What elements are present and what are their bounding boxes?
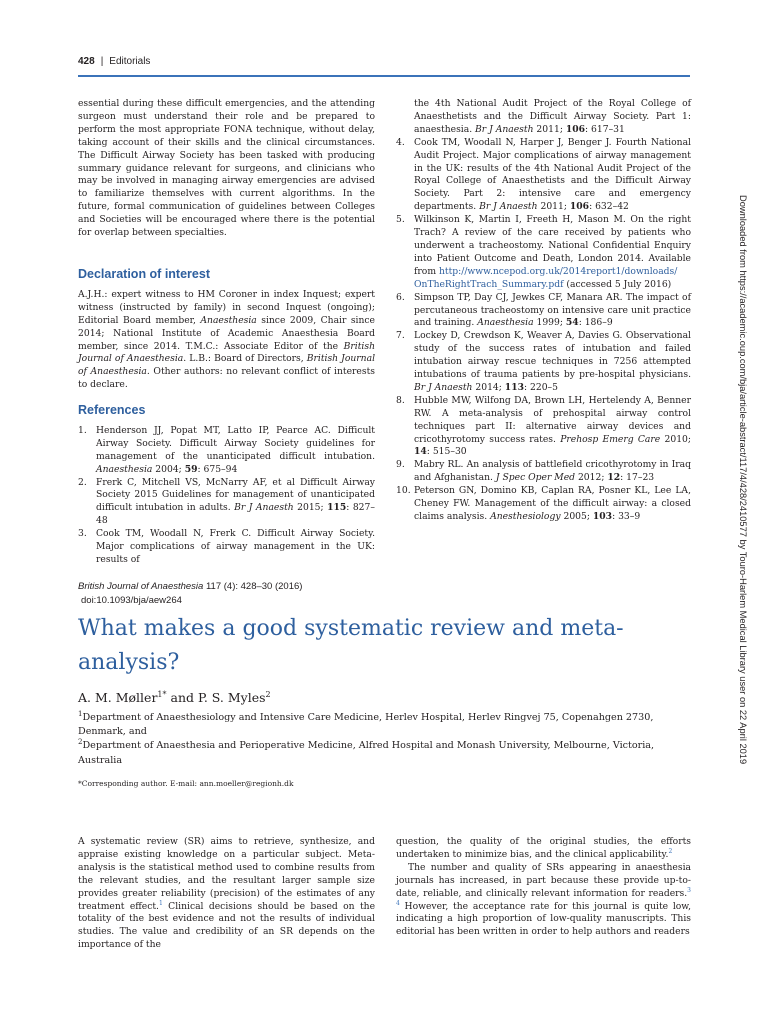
download-watermark [736, 195, 750, 775]
header-separator: | [100, 56, 104, 67]
left-top-paragraph: essential during these difficult emergencies, and the attending surgeon must understand their role and be prepared to perform the most appropriate FONA technique, without delay, taking account of their skills and the clinical circumstances. The Difficult Airway Society has been tasked with producing summary guidance relevant for surgeons, and clinicians who may be involved in managing airway emergencies are advised to familiarize themselves with current algorithms. In the future, formal communication of guidelines between Colleges and Societies will be encouraged where there is the potential for overlap between specialties. [78, 98, 375, 239]
author-affiliations [78, 711, 690, 768]
reference-item: 9. Mabry RL. An analysis of battlefield cricothyrotomy in Iraq and Afghanistan. J Spec Oper Med 2012; 12: 17–23 [396, 459, 691, 484]
reference-item: 4. Cook TM, Woodall N, Harper J, Benger J. Fourth National Audit Project. Major complications of airway management in the UK: results of the 4th National Audit Project of the Royal College of Anaesthetists and the Difficult Airway Society. Part 2: intensive care and emergency departments. Br J Anaesth 2011; 106: 632–42 [396, 136, 691, 213]
reference-link[interactable]: OnTheRightTrach_Summary.pdf [414, 278, 564, 290]
header-rule [78, 75, 690, 77]
reference-item: 7. Lockey D, Crewdson K, Weaver A, Davies G. Observational study of the success rates of intubation and failed intubation airway rescue techniques in 7256 attempted intubations of trauma patients by pre-hospital physicians. Br J Anaesth 2014; 113: 220–5 [396, 330, 691, 393]
references-section [78, 404, 375, 567]
reference-item: 6. Simpson TP, Day CJ, Jewkes CF, Manara AR. The impact of percutaneous tracheostomy on intensive care unit practice and training. Anaesthesia 1999; 54: 186–9 [396, 291, 691, 329]
reference-3-continued: the 4th National Audit Project of the Royal College of Anaesthetists and the Difficult Airway Society. Part 1: anaesthesia. Br J Anaesth 2011; 106: 617–31 [414, 98, 691, 135]
reference-item: 5. Wilkinson K, Martin I, Freeth H, Mason M. On the right Trach? A review of the care received by patients who underwent a tracheostomy. National Confidential Enquiry into Patient Outcome and Death, London 2014. Available from http://www.ncepod.org.uk/2014report1/downloads/ OnTheRightTrach_Summary.pdf (accessed 5 July 2016) [396, 214, 691, 290]
left-column-text [78, 98, 375, 240]
doi: doi:10.1093/bja/aew264 [81, 595, 182, 606]
affiliation-1: $^1$Department of Anaesthesiology and Intensive Care Medicine, Herlev Hospital, Herlev Ringvej 75, Copenahgen 2730, Denmark, and [78, 709, 654, 738]
article-title: What makes a good systematic review and meta-analysis? [78, 616, 624, 675]
reference-item: 10. Peterson GN, Domino KB, Caplan RA, Posner KL, Lee LA, Cheney FW. Management of the difficult airway: a closed claims analysis. Anesthesiology 2005; 103: 33–9 [396, 485, 691, 522]
reference-item: 8. Hubble MW, Wilfong DA, Brown LH, Hertelendy A, Benner RW. A meta-analysis of prehospital airway control techniques part II: alternative airway devices and cricothyrotomy success rates. Prehosp Emerg Care 2010; 14: 515–30 [396, 394, 691, 458]
references-list-left [78, 425, 375, 567]
references-heading: References [78, 403, 146, 417]
article-authors: A. M. Møller$^{1*}$ and P. S. Myles$^2$ [78, 689, 271, 705]
download-note: Downloaded from https://academic.oup.com/bja/article-abstract/117/4/428/2410577 by Touro-Harlem Medical Library user on 22 April 2019 [738, 195, 748, 765]
section-name: Editorials [109, 56, 151, 67]
references-list-right [396, 137, 691, 524]
reference-item: 1. Henderson JJ, Popat MT, Latto IP, Pearce AC. Difficult Airway Society. Difficult Airway Society guidelines for management of the unanticipated difficult intubation. Anaesthesia 2004; 59: 675–94 [78, 424, 375, 475]
declaration-heading: Declaration of interest [78, 267, 210, 281]
reference-link[interactable]: http://www.ncepod.org.uk/2014report1/downloads/ [438, 265, 678, 277]
body-text-left: A systematic review (SR) aims to retrieve, synthesize, and appraise existing knowledge on a particular subject. Meta-analysis is the statistical method used to combine results from the relevant studies, and the resultant larger sample size provides greater reliability (precision) of the estimates of any treatment effect.$^1$ Clinical decisions should be based on the totality of the best evidence and not the results of individual studies. The value and credibility of an SR depends on the importance of the [78, 836, 376, 951]
reference-item: 3. Cook TM, Woodall N, Frerk C. Difficult Airway Society. Major complications of airway management in the UK: results of [78, 528, 375, 565]
article-citation: British Journal of Anaesthesia 117 (4): 428–30 (2016) doi:10.1093/bja/aew264 [78, 581, 303, 606]
affiliation-2: $^2$Department of Anaesthesia and Perioperative Medicine, Alfred Hospital and Monash University, Melbourne, Victoria, Australia [78, 738, 655, 766]
right-column-references [396, 98, 691, 524]
running-header [78, 56, 150, 67]
body-text-right: question, the quality of the original studies, the efforts undertaken to minimize bias, and the clinical applicability.$^2$ The number and quality of SRs appearing in anaesthesia journals has increased, in part because these provide up-to-date, reliable, and clinically relevant information for readers.$^{3 4}$ However, the acceptance rate for this journal is quite low, indicating a high proportion of low-quality manuscripts. This editorial has been written in order to help authors and readers [396, 836, 691, 938]
declaration-section [78, 268, 375, 401]
declaration-text: A.J.H.: expert witness to HM Coroner in index Inquest; expert witness (instructed by family) in second Inquest (ongoing); Editorial Board member, Anaesthesia since 2009, Chair since 2014; National Institute of Academic Anaesthesia Board member, since 2014. T.M.C.: Associate Editor of the British Journal of Anaesthesia. L.B.: Board of Directors, British Journal of Anaesthesia. Other authors: no relevant conflict of interests to declare. [78, 288, 376, 391]
reference-item: 2. Frerk C, Mitchell VS, McNarry AF, et al Difficult Airway Society 2015 Guidelines for management of unanticipated difficult intubation in adults. Br J Anaesth 2015; 115: 827–48 [78, 476, 375, 527]
page-number: 428 [78, 56, 95, 67]
corresponding-author: *Corresponding author. E-mail: ann.moeller@regionh.dk [78, 779, 294, 788]
